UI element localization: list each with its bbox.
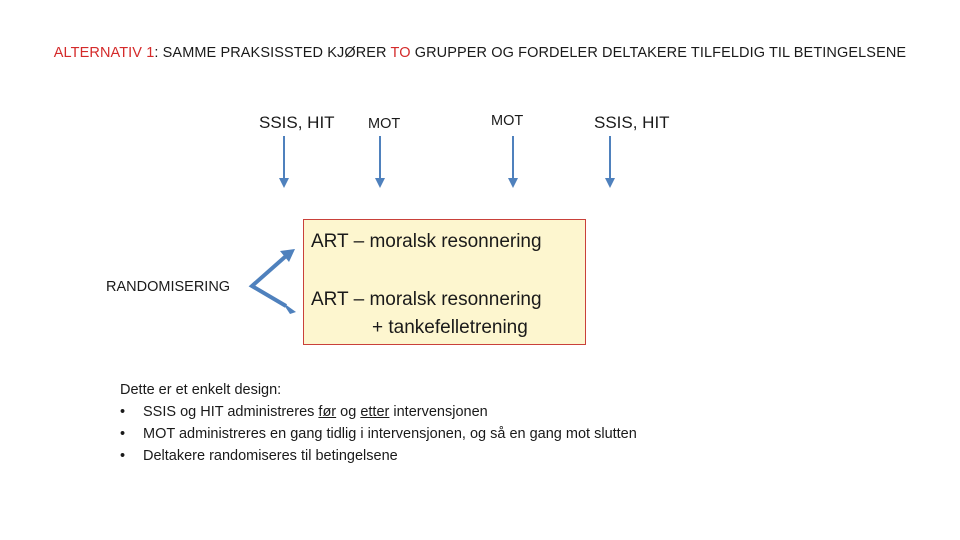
randomisation-arrows (252, 256, 286, 306)
down-arrow-4 (605, 136, 615, 188)
notes-bullet-2: • MOT administreres en gang tidlig i intervensjonen, og så en gang mot slutten (120, 423, 637, 445)
title-alternativ: ALTERNATIV (53, 45, 143, 61)
down-arrow-3 (508, 136, 518, 188)
randomisering-label: RANDOMISERING (106, 279, 231, 295)
column-label-ssis-hit-right: SSIS, HIT (594, 113, 670, 132)
title-part3: GRUPPER OG FORDELER DELTAKERE TILFELDIG TIL BETINGELSENE (414, 45, 907, 61)
bullet-icon: • (120, 426, 126, 442)
notes-bullet-3: • Deltakere randomiseres til betingelsene (120, 445, 637, 467)
down-arrow-1 (279, 136, 289, 188)
bullet-icon: • (120, 404, 126, 420)
notes-bullet-1: • SSIS og HIT administreres før og etter intervensjonen (120, 401, 637, 423)
title-number: 1 (146, 45, 155, 61)
title-to: TO (390, 45, 411, 61)
word-etter: etter (360, 404, 390, 420)
column-label-ssis-hit-left: SSIS, HIT (259, 113, 335, 132)
column-label-mot-left: MOT (368, 116, 401, 132)
notes-intro: Dette er et enkelt design: (120, 382, 282, 398)
condition-tankefelletrening: + tankefelletrening (372, 317, 528, 338)
down-arrow-2 (375, 136, 385, 188)
bullet-icon: • (120, 448, 126, 464)
notes-block (120, 379, 637, 467)
column-label-mot-right: MOT (491, 113, 524, 129)
word-for: før (318, 404, 337, 420)
condition-art-moral-plus: ART – moralsk resonnering (311, 289, 542, 310)
condition-art-moral: ART – moralsk resonnering (311, 231, 542, 252)
title-part2: : SAMME PRAKSISSTED KJØRER (154, 45, 387, 61)
